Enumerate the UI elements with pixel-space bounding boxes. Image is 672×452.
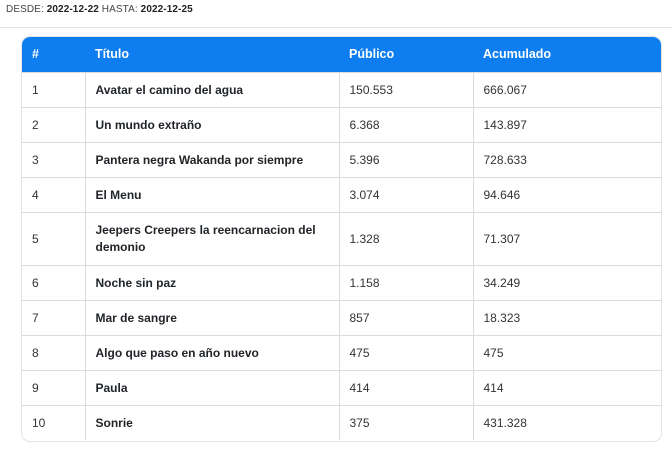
table-row (22, 212, 661, 265)
table-header (22, 37, 661, 72)
title-cell: Noche sin paz (85, 265, 339, 300)
table-row (22, 405, 661, 440)
table-body (22, 72, 661, 440)
rank-cell: 7 (22, 300, 85, 335)
rank-cell: 4 (22, 177, 85, 212)
acumulado-cell: 431.328 (473, 405, 661, 440)
to-label: HASTA: (101, 4, 138, 15)
acumulado-cell: 414 (473, 370, 661, 405)
publico-cell: 857 (339, 300, 473, 335)
from-date: 2022-12-22 (46, 4, 99, 15)
publico-cell: 414 (339, 370, 473, 405)
box-office-table-card (22, 37, 661, 441)
table-row (22, 142, 661, 177)
publico-cell: 150.553 (339, 72, 473, 107)
table-row (22, 335, 661, 370)
rank-cell: 9 (22, 370, 85, 405)
date-range (6, 4, 193, 15)
to-date: 2022-12-25 (140, 4, 193, 15)
title-cell: El Menu (85, 177, 339, 212)
table-row (22, 370, 661, 405)
acumulado-cell: 18.323 (473, 300, 661, 335)
publico-cell: 475 (339, 335, 473, 370)
rank-cell: 5 (22, 212, 85, 265)
title-cell: Paula (85, 370, 339, 405)
table-row (22, 300, 661, 335)
acumulado-cell: 34.249 (473, 265, 661, 300)
publico-cell: 375 (339, 405, 473, 440)
rank-cell: 6 (22, 265, 85, 300)
title-cell: Jeepers Creepers la reencarnacion del demonio (85, 212, 339, 265)
from-label: DESDE: (6, 4, 44, 15)
acumulado-cell: 475 (473, 335, 661, 370)
divider (0, 27, 672, 28)
table-row (22, 107, 661, 142)
table-header-row (22, 37, 661, 72)
acumulado-cell: 71.307 (473, 212, 661, 265)
acumulado-cell: 94.646 (473, 177, 661, 212)
acumulado-cell: 728.633 (473, 142, 661, 177)
publico-cell: 3.074 (339, 177, 473, 212)
column-header-rank: # (32, 47, 39, 62)
rank-cell: 2 (22, 107, 85, 142)
rank-cell: 1 (22, 72, 85, 107)
publico-cell: 1.328 (339, 212, 473, 265)
publico-cell: 5.396 (339, 142, 473, 177)
acumulado-cell: 143.897 (473, 107, 661, 142)
box-office-table (22, 37, 661, 440)
title-cell: Avatar el camino del agua (85, 72, 339, 107)
rank-cell: 3 (22, 142, 85, 177)
title-cell: Mar de sangre (85, 300, 339, 335)
column-header-publico: Público (349, 47, 395, 62)
title-cell: Sonrie (85, 405, 339, 440)
title-cell: Algo que paso en año nuevo (85, 335, 339, 370)
title-cell: Pantera negra Wakanda por siempre (85, 142, 339, 177)
rank-cell: 10 (22, 405, 85, 440)
table-row (22, 177, 661, 212)
table-row (22, 265, 661, 300)
publico-cell: 6.368 (339, 107, 473, 142)
title-cell: Un mundo extraño (85, 107, 339, 142)
acumulado-cell: 666.067 (473, 72, 661, 107)
column-header-acumulado: Acumulado (483, 47, 552, 62)
column-header-title: Título (95, 47, 130, 62)
table-row (22, 72, 661, 107)
rank-cell: 8 (22, 335, 85, 370)
publico-cell: 1.158 (339, 265, 473, 300)
